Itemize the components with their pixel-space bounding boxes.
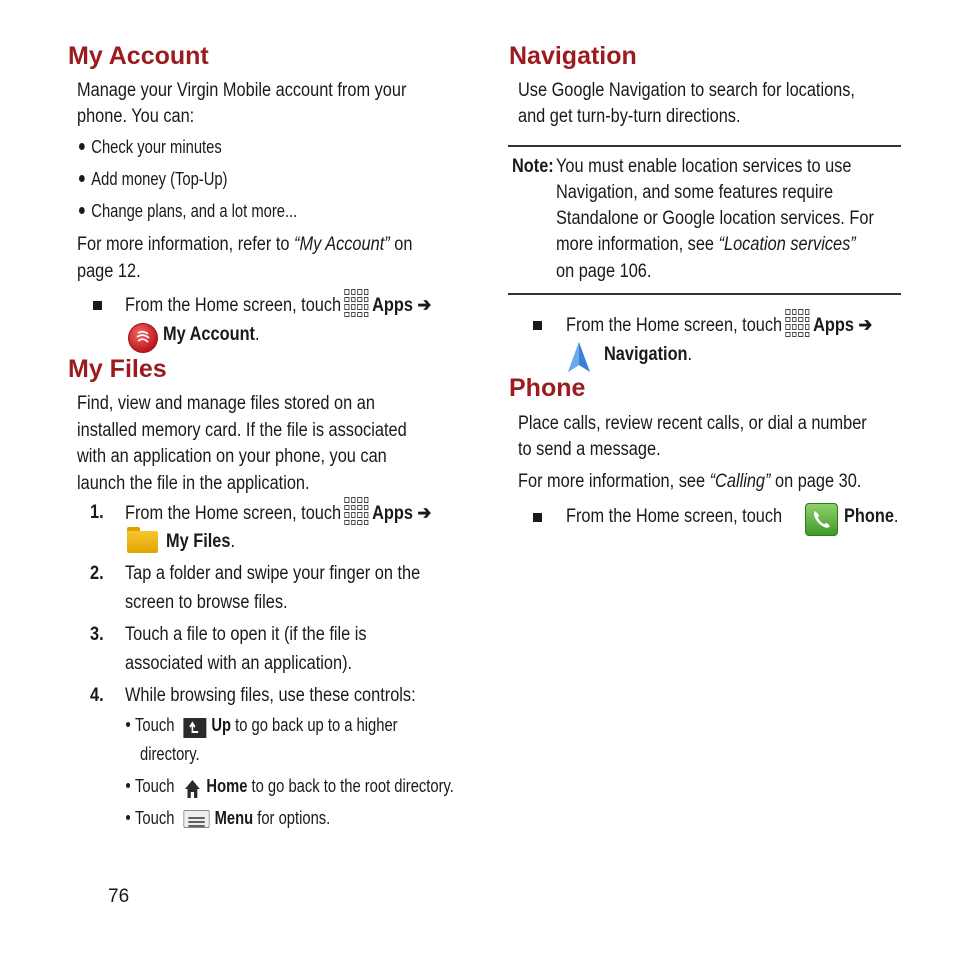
phone-step-target: Phone. bbox=[844, 506, 899, 527]
step-number: 2. bbox=[90, 563, 104, 584]
heading-my-account: My Account bbox=[68, 42, 209, 70]
my-files-intro-line2: installed memory card. If the file is associated bbox=[77, 420, 407, 441]
navigation-step: From the Home screen, touch Apps ➔ bbox=[566, 312, 872, 340]
note-line4: more information, see “Location services” bbox=[556, 234, 856, 255]
my-files-intro-line1: Find, view and manage files stored on an bbox=[77, 393, 375, 414]
step-marker-icon bbox=[93, 301, 102, 310]
my-account-intro-line1: Manage your Virgin Mobile account from your bbox=[77, 80, 407, 101]
bullet-icon bbox=[79, 143, 85, 150]
my-account-more-line2: page 12. bbox=[77, 261, 141, 282]
bullet-icon bbox=[79, 175, 85, 182]
apps-grid-icon bbox=[345, 497, 369, 525]
control-home: Touch Home to go back to the root directory. bbox=[126, 773, 454, 799]
note-top-divider bbox=[508, 145, 901, 147]
control-up-line2: directory. bbox=[140, 744, 200, 764]
phone-app-icon bbox=[805, 503, 838, 536]
list-item: Check your minutes bbox=[79, 134, 222, 160]
my-account-intro-line2: phone. You can: bbox=[77, 106, 195, 127]
my-files-intro-line3: with an application on your phone, you can bbox=[77, 446, 387, 467]
folder-up-icon bbox=[183, 718, 206, 738]
navigation-arrow-icon bbox=[566, 340, 592, 374]
note-label: Note: bbox=[512, 156, 554, 177]
heading-my-files: My Files bbox=[68, 355, 167, 383]
navigation-intro-line2: and get turn-by-turn directions. bbox=[518, 106, 741, 127]
control-menu: Touch Menu for options. bbox=[126, 805, 330, 831]
bullet-icon bbox=[126, 722, 130, 727]
phone-step: From the Home screen, touch bbox=[566, 506, 783, 527]
note-line1: You must enable location services to use bbox=[556, 156, 852, 177]
link-calling[interactable]: “Calling” bbox=[709, 471, 771, 492]
control-up: Touch Up to go back up to a higher bbox=[126, 712, 398, 738]
my-files-step2-line1: Tap a folder and swipe your finger on the bbox=[125, 563, 421, 584]
link-location-services[interactable]: “Location services” bbox=[718, 234, 856, 255]
step-marker-icon bbox=[533, 321, 542, 330]
my-files-step1-target: My Files. bbox=[166, 531, 236, 552]
apps-grid-icon bbox=[786, 309, 810, 337]
navigation-intro-line1: Use Google Navigation to search for locations, bbox=[518, 80, 855, 101]
step-marker-icon bbox=[533, 513, 542, 522]
step-number: 4. bbox=[90, 685, 104, 706]
link-my-account[interactable]: “My Account” bbox=[294, 234, 390, 255]
heading-phone: Phone bbox=[509, 374, 586, 402]
phone-intro-line1: Place calls, review recent calls, or dial a number bbox=[518, 413, 867, 434]
phone-more: For more information, see “Calling” on page 30. bbox=[518, 471, 862, 492]
note-bottom-divider bbox=[508, 293, 901, 295]
my-files-step2-line2: screen to browse files. bbox=[125, 592, 288, 613]
my-files-step3-line2: associated with an application). bbox=[125, 653, 353, 674]
page-number: 76 bbox=[108, 886, 130, 907]
note-line3: Standalone or Google location services. For bbox=[556, 208, 874, 229]
apps-grid-icon bbox=[345, 289, 369, 317]
my-files-intro-line4: launch the file in the application. bbox=[77, 473, 310, 494]
bullet-icon bbox=[126, 815, 130, 820]
my-account-step: From the Home screen, touch Apps ➔ bbox=[125, 292, 431, 320]
step-number: 3. bbox=[90, 624, 104, 645]
note-line5: on page 106. bbox=[556, 261, 652, 282]
bullet-icon bbox=[79, 207, 85, 214]
my-account-step-target: My Account. bbox=[163, 324, 260, 345]
my-files-step1: From the Home screen, touch Apps ➔ bbox=[125, 500, 431, 528]
folder-icon bbox=[127, 527, 158, 553]
my-files-step3-line1: Touch a file to open it (if the file is bbox=[125, 624, 367, 645]
my-account-app-icon bbox=[128, 323, 158, 353]
phone-intro-line2: to send a message. bbox=[518, 439, 661, 460]
bullet-icon bbox=[126, 783, 130, 788]
step-number: 1. bbox=[90, 502, 104, 523]
list-item: Add money (Top-Up) bbox=[79, 166, 227, 192]
menu-icon bbox=[183, 810, 209, 828]
list-item: Change plans, and a lot more... bbox=[79, 198, 297, 224]
heading-navigation: Navigation bbox=[509, 42, 637, 70]
my-files-step4: While browsing files, use these controls: bbox=[125, 685, 416, 706]
note-line2: Navigation, and some features require bbox=[556, 182, 834, 203]
my-account-more-line1: For more information, refer to “My Account” on bbox=[77, 234, 413, 255]
navigation-step-target: Navigation. bbox=[604, 344, 693, 365]
home-icon bbox=[183, 778, 201, 800]
